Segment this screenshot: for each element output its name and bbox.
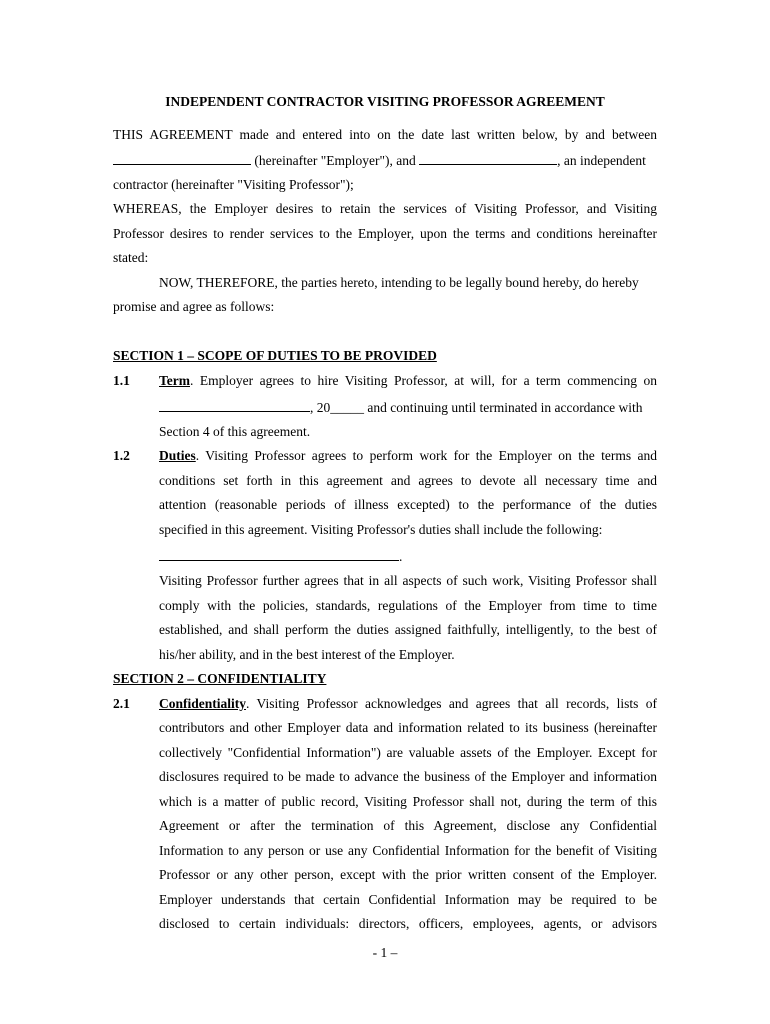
whereas-line-3: stated: bbox=[113, 250, 149, 265]
clause-2-1-text: . Visiting Professor acknowledges and agrees that all records, lists of bbox=[246, 696, 657, 711]
page-number: - 1 – bbox=[372, 945, 398, 960]
preamble-line-2-mid: (hereinafter "Employer"), and bbox=[251, 153, 420, 168]
clause-1-2-number: 1.2 bbox=[113, 448, 130, 463]
clause-2-1-number: 2.1 bbox=[113, 696, 130, 711]
clause-1-1-line-1 bbox=[159, 372, 657, 390]
term-label: Term bbox=[159, 373, 190, 388]
clause-2-1-line-7: Information to any person or use any Confidential Information for the benefit of Visiting bbox=[159, 843, 657, 858]
clause-2-1-line-10: disclosed to certain individuals: directors, officers, employees, agents, or advisors bbox=[159, 916, 657, 931]
preamble-line-2 bbox=[113, 151, 646, 169]
whereas-line-2: Professor desires to render services to the Employer, upon the terms and conditions hereinafter bbox=[113, 226, 657, 241]
commencement-date-blank[interactable] bbox=[159, 398, 310, 412]
employer-name-blank[interactable] bbox=[113, 151, 251, 165]
clause-1-2-line-3: attention (reasonable periods of illness excepted) to the performance of the duties bbox=[159, 497, 657, 512]
duties-label: Duties bbox=[159, 448, 196, 463]
section-1-heading: SECTION 1 – SCOPE OF DUTIES TO BE PROVIDED bbox=[113, 348, 437, 363]
clause-1-2-para-line-4: his/her ability, and in the best interest of the Employer. bbox=[159, 647, 455, 662]
clause-2-1-line-9: Employer understands that certain Confidential Information may be required to be bbox=[159, 892, 657, 907]
clause-1-1-line-2 bbox=[159, 398, 643, 416]
preamble-line-2-end: , an independent bbox=[557, 153, 646, 168]
clause-1-2-para-line-1: Visiting Professor further agrees that in all aspects of such work, Visiting Professor shall bbox=[159, 573, 657, 588]
professor-name-blank[interactable] bbox=[419, 151, 557, 165]
now-therefore-line-2: promise and agree as follows: bbox=[113, 299, 275, 314]
clause-2-1-line-5: which is a matter of public record, Visiting Professor shall not, during the term of this bbox=[159, 794, 657, 809]
clause-2-1-line-8: Professor or any other person, except with the prior written consent of the Employer. bbox=[159, 867, 657, 882]
clause-1-1-line-3: Section 4 of this agreement. bbox=[159, 424, 311, 439]
duties-blank-period: . bbox=[399, 549, 403, 564]
confidentiality-label: Confidentiality bbox=[159, 696, 247, 711]
whereas-line-1: WHEREAS, the Employer desires to retain the services of Visiting Professor, and Visiting bbox=[113, 201, 657, 216]
clause-1-2-para-line-2: comply with the policies, standards, regulations of the Employer from time to time bbox=[159, 598, 657, 613]
document-title: INDEPENDENT CONTRACTOR VISITING PROFESSOR AGREEMENT bbox=[165, 94, 605, 109]
clause-2-1-line-3: collectively "Confidential Information") are valuable assets of the Employer. Except for bbox=[159, 745, 657, 760]
preamble-line-1: THIS AGREEMENT made and entered into on the date last written below, by and between bbox=[113, 127, 657, 142]
clause-1-1-text: . Employer agrees to hire Visiting Professor, at will, for a term commencing on bbox=[190, 373, 657, 388]
clause-1-2-line-1 bbox=[159, 447, 657, 465]
clause-2-1-line-4: disclosures required to be made to advance the business of the Employer and information bbox=[159, 769, 657, 784]
clause-1-2-line-4: specified in this agreement. Visiting Professor's duties shall include the following: bbox=[159, 522, 603, 537]
now-therefore-line-1: NOW, THEREFORE, the parties hereto, intending to be legally bound hereby, do hereby bbox=[159, 275, 639, 290]
preamble-line-3: contractor (hereinafter "Visiting Professor"); bbox=[113, 177, 354, 192]
commencement-year-text: , 20_____ and continuing until terminated in accordance with bbox=[310, 400, 643, 415]
duties-blank[interactable] bbox=[159, 547, 399, 561]
clause-2-1-line-2: contributors and other Employer data and information related to its business (hereinafter bbox=[159, 720, 657, 735]
clause-1-2-line-5 bbox=[159, 547, 402, 565]
clause-1-1-number: 1.1 bbox=[113, 373, 130, 388]
clause-1-2-line-2: conditions set forth in this agreement and agrees to devote all necessary time and bbox=[159, 473, 657, 488]
clause-1-2-text: . Visiting Professor agrees to perform work for the Employer on the terms and bbox=[195, 448, 657, 463]
section-2-heading: SECTION 2 – CONFIDENTIALITY bbox=[113, 671, 327, 686]
clause-1-2-para-line-3: established, and shall perform the duties assigned faithfully, intelligently, to the best of bbox=[159, 622, 657, 637]
clause-2-1-line-6: Agreement or after the termination of this Agreement, disclose any Confidential bbox=[159, 818, 657, 833]
clause-2-1-line-1 bbox=[159, 695, 657, 713]
